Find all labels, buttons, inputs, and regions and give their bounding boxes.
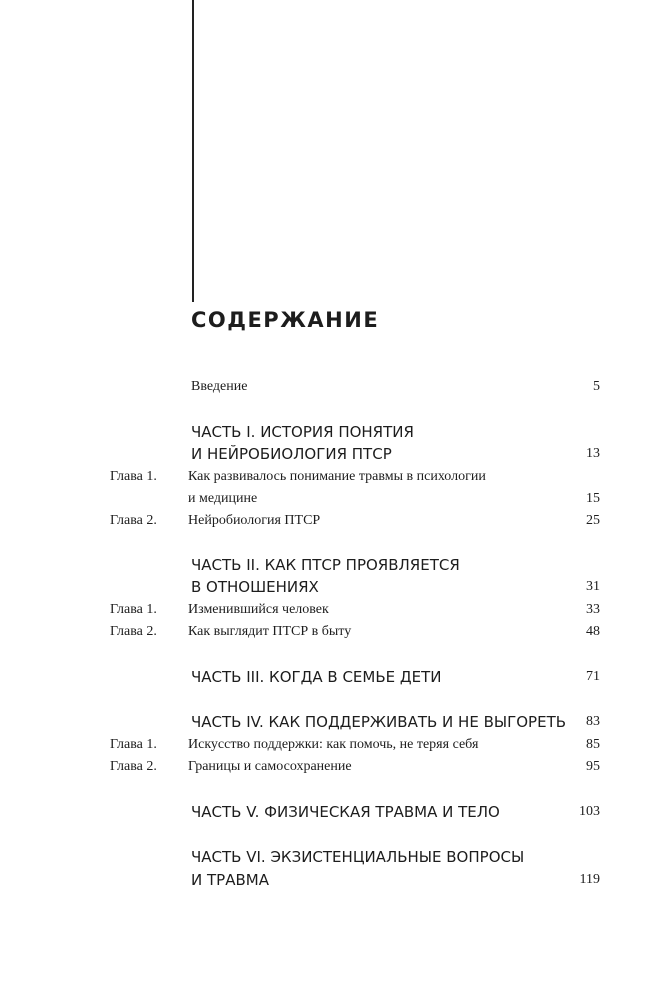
chapter-title: Как выглядит ПТСР в быту [188, 624, 352, 639]
chapter-title: Нейробиология ПТСР [188, 513, 321, 528]
toc-entry-intro[interactable] [0, 376, 672, 398]
chapter-label: Глава 1. [110, 737, 157, 752]
toc-part-3[interactable] [0, 666, 672, 688]
page-number: 33 [586, 602, 600, 617]
toc-chapter[interactable] [0, 466, 672, 488]
decorative-vertical-rule [192, 0, 194, 302]
chapter-title-cont: и медицине [188, 491, 258, 506]
page-number: 71 [586, 669, 600, 684]
page-number: 95 [586, 759, 600, 774]
part-title: ЧАСТЬ IV. КАК ПОДДЕРЖИВАТЬ И НЕ ВЫГОРЕТЬ [191, 713, 567, 731]
toc-part-5[interactable] [0, 801, 672, 823]
toc-chapter[interactable] [0, 621, 672, 643]
toc-part-2-line2[interactable] [0, 576, 672, 598]
part-title-cont: И НЕЙРОБИОЛОГИЯ ПТСР [191, 445, 392, 463]
page-number: 103 [579, 804, 600, 819]
page-number: 119 [579, 872, 600, 887]
part-title-cont: В ОТНОШЕНИЯХ [191, 578, 319, 596]
chapter-label: Глава 2. [110, 624, 157, 639]
chapter-label: Глава 2. [110, 759, 157, 774]
toc-part-2[interactable] [0, 554, 672, 576]
toc-part-1[interactable] [0, 421, 672, 443]
chapter-title: Границы и самосохранение [188, 759, 352, 774]
toc-chapter[interactable] [0, 734, 672, 756]
page-number: 15 [586, 491, 600, 506]
page-number: 31 [586, 579, 600, 594]
chapter-title: Как развивалось понимание травмы в психологии [188, 469, 486, 484]
part-title: ЧАСТЬ II. КАК ПТСР ПРОЯВЛЯЕТСЯ [191, 556, 460, 574]
page-number: 83 [586, 714, 600, 729]
toc-chapter[interactable] [0, 510, 672, 532]
entry-title: Введение [191, 379, 248, 394]
part-title: ЧАСТЬ III. КОГДА В СЕМЬЕ ДЕТИ [191, 668, 442, 686]
toc-part-6[interactable] [0, 846, 672, 868]
toc-chapter[interactable] [0, 756, 672, 778]
part-title-cont: И ТРАВМА [191, 871, 269, 889]
chapter-label: Глава 1. [110, 469, 157, 484]
part-title: ЧАСТЬ I. ИСТОРИЯ ПОНЯТИЯ [191, 423, 414, 441]
page-number: 13 [586, 446, 600, 461]
page-number: 25 [586, 513, 600, 528]
part-title: ЧАСТЬ VI. ЭКЗИСТЕНЦИАЛЬНЫЕ ВОПРОСЫ [191, 848, 525, 866]
toc-part-1-line2[interactable] [0, 443, 672, 465]
part-title: ЧАСТЬ V. ФИЗИЧЕСКАЯ ТРАВМА И ТЕЛО [191, 803, 500, 821]
page-number: 48 [586, 624, 600, 639]
chapter-title: Искусство поддержки: как помочь, не теряя себя [188, 737, 479, 752]
page-number: 85 [586, 737, 600, 752]
chapter-label: Глава 2. [110, 513, 157, 528]
toc-chapter[interactable] [0, 599, 672, 621]
toc-chapter-line2[interactable] [0, 488, 672, 510]
toc-part-6-line2[interactable] [0, 869, 672, 891]
chapter-label: Глава 1. [110, 602, 157, 617]
page-title: СОДЕРЖАНИЕ [191, 308, 380, 332]
toc-part-4[interactable] [0, 711, 672, 733]
chapter-title: Изменившийся человек [188, 602, 329, 617]
page-number: 5 [593, 379, 600, 394]
